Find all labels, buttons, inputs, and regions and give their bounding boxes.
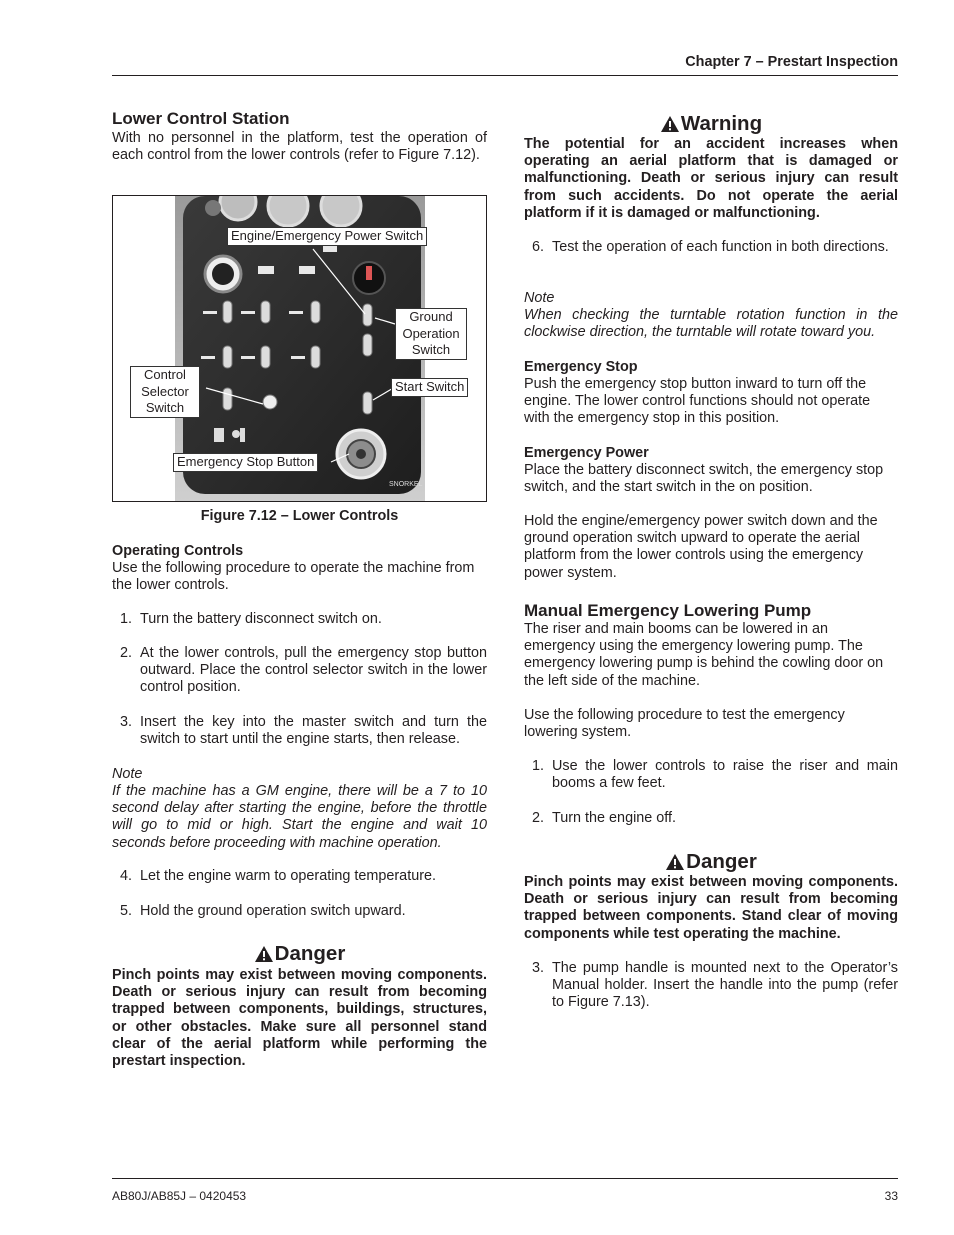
- danger-heading: Danger: [112, 942, 487, 966]
- operating-controls-heading: Operating Controls: [112, 543, 244, 559]
- note-label: Note: [112, 766, 143, 782]
- emergency-stop-text: Push the emergency stop button inward to turn off the engine. The lower control functions should not operate with the emergency stop in this position.: [524, 376, 871, 427]
- header-rule: [112, 75, 898, 76]
- figure-lower-controls: [112, 195, 487, 502]
- warning-triangle-icon: [665, 853, 685, 871]
- figure-caption: Figure 7.12 – Lower Controls: [200, 508, 399, 524]
- list-item: 1. Turn the battery disconnect switch on.: [120, 611, 382, 627]
- emergency-stop-heading: Emergency Stop: [524, 359, 638, 375]
- pump-text-1: The riser and main booms can be lowered in an emergency using the emergency lowering pump. The emergency lowering pump is behind the cowling door on the left side of the machine.: [524, 621, 884, 689]
- chapter-title: Chapter 7 – Prestart Inspection: [685, 54, 898, 70]
- warning-triangle-icon: [254, 945, 274, 963]
- list-item: 4. Let the engine warm to operating temperature.: [120, 868, 436, 884]
- note-text: When checking the turntable rotation function in the clockwise direction, the turntable will rotate toward you.: [524, 307, 898, 341]
- footer-rule: [112, 1178, 898, 1179]
- callout-start-switch: Start Switch: [391, 378, 468, 397]
- callout-emergency-stop-button: Emergency Stop Button: [173, 453, 318, 472]
- operating-controls-intro: Use the following procedure to operate the machine from the lower controls.: [112, 560, 475, 594]
- note-text: If the machine has a GM engine, there will be a 7 to 10 second delay after starting the engine, before the throttle will go to mid or high. Start the engine and wait 10 seconds before proceeding with machine operation.: [112, 783, 487, 851]
- danger-heading: Danger: [524, 850, 898, 874]
- section-heading-lower-control-station: Lower Control Station: [112, 109, 290, 128]
- list-item: 1. Use the lower controls to raise the riser and main booms a few feet.: [532, 758, 898, 792]
- emergency-power-heading: Emergency Power: [524, 445, 649, 461]
- list-item: 2. At the lower controls, pull the emergency stop button outward. Place the control selector switch in the lower control position.: [120, 645, 487, 696]
- warning-heading: Warning: [524, 112, 898, 136]
- list-item: 5. Hold the ground operation switch upward.: [120, 903, 406, 919]
- warning-text: The potential for an accident increases when operating an aerial platform that is damaged or malfunctioning. Death or serious injury can result from such accidents. Do not operate the aerial platform if it is damaged or malfunctioning.: [524, 136, 898, 221]
- warning-triangle-icon: [660, 115, 680, 133]
- emergency-power-text-2: Hold the engine/emergency power switch down and the ground operation switch upward to operate the aerial platform from the lower controls using the emergency power system.: [524, 513, 878, 581]
- pump-text-2: Use the following procedure to test the emergency lowering system.: [524, 707, 845, 741]
- list-item: 6. Test the operation of each function in both directions.: [532, 239, 889, 255]
- danger-text: Pinch points may exist between moving components. Death or serious injury can result from becoming trapped between components. Stand clear of moving components while test operating the machine.: [524, 874, 898, 942]
- list-item: 2. Turn the engine off.: [532, 810, 677, 826]
- list-item: 3. Insert the key into the master switch and turn the switch to start until the engine starts, then release.: [120, 714, 487, 748]
- callout-ground-operation-switch: Ground Operation Switch: [395, 308, 467, 360]
- list-item: 3. The pump handle is mounted next to the Operator’s Manual holder. Insert the handle into the pump (refer to Figure 7.13).: [532, 960, 898, 1011]
- callout-engine-emergency-power-switch: Engine/Emergency Power Switch: [227, 227, 427, 246]
- emergency-power-text-1: Place the battery disconnect switch, the emergency stop switch, and the start switch in the on position.: [524, 462, 884, 496]
- page-number: 33: [884, 1189, 898, 1203]
- panel-lettering: SNORKEL: [389, 481, 423, 488]
- danger-text: Pinch points may exist between moving components. Death or serious injury can result from becoming trapped between components, buildings, structures, or other obstacles. Make sure all personnel stand clear of the aerial platform while performing the prestart inspection.: [112, 967, 487, 1070]
- callout-control-selector-switch: Control Selector Switch: [130, 366, 200, 418]
- note-label: Note: [524, 290, 555, 306]
- section-heading-manual-emergency-lowering-pump: Manual Emergency Lowering Pump: [524, 601, 812, 620]
- intro-paragraph: With no personnel in the platform, test the operation of each control from the lower controls (refer to Figure 7.12).: [112, 130, 487, 164]
- footer-document-id: AB80J/AB85J – 0420453: [112, 1189, 247, 1203]
